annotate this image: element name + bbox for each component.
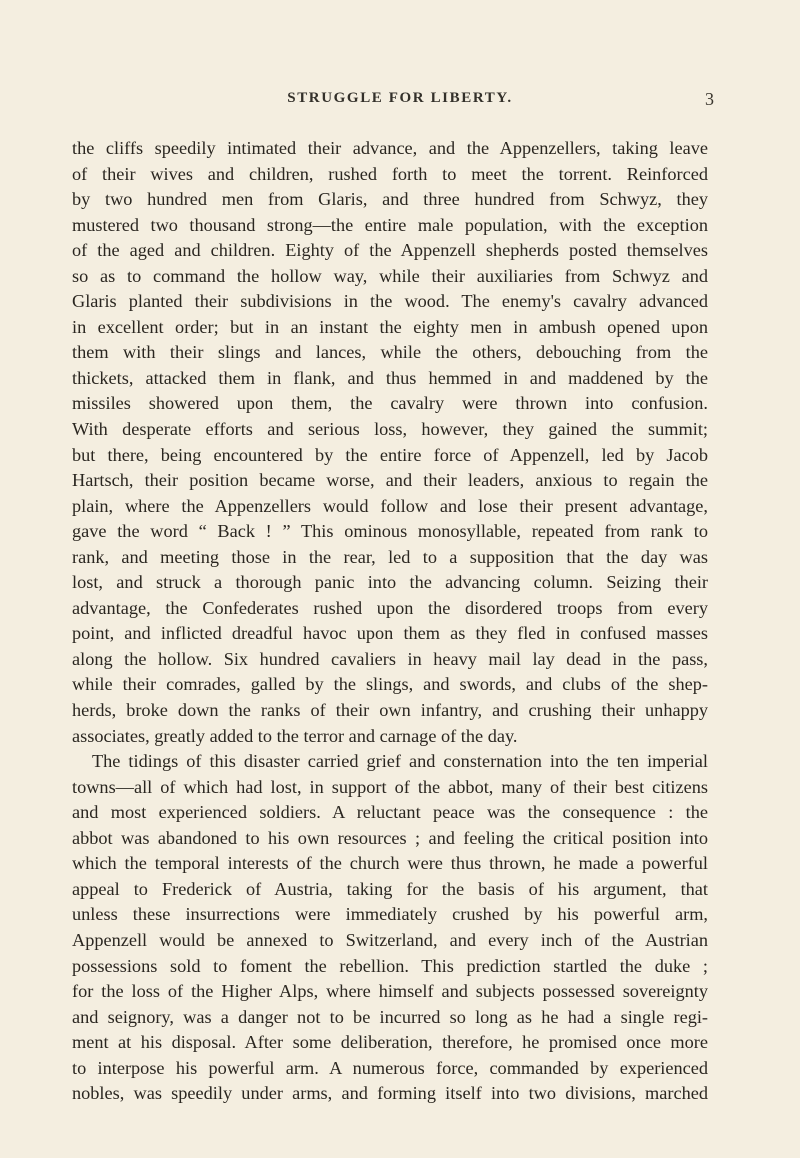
text-line: missiles showered upon them, the cavalry were thrown into confusion.: [72, 393, 708, 414]
text-line: of the aged and children. Eighty of the Appenzell shepherds posted themselves: [72, 240, 708, 261]
text-line: the cliffs speedily intimated their advance, and the Appenzellers, taking leave: [72, 138, 708, 158]
text-line: rank, and meeting those in the rear, led to a supposition that the day was: [72, 546, 708, 567]
text-line: Glaris planted their subdivisions in the wood. The enemy's cavalry advanced: [72, 291, 708, 312]
text-line: in excellent order; but in an instant the eighty men in ambush opened upon: [72, 316, 708, 337]
page-number: 3: [705, 89, 714, 109]
running-title: STRUGGLE FOR LIBERTY.: [287, 90, 513, 106]
text-line: associates, greatly added to the terror and carnage of the day.: [72, 725, 518, 746]
text-line: thickets, attacked them in flank, and thus hemmed in and maddened by the: [72, 367, 708, 388]
text-line: advantage, the Confederates rushed upon the disordered troops from every: [72, 597, 708, 618]
text-line: to interpose his powerful arm. A numerous force, commanded by experienced: [72, 1057, 708, 1078]
text-line: The tidings of this disaster carried grief and consternation into the ten imperial: [92, 751, 708, 772]
text-line: lost, and struck a thorough panic into the advancing column. Seizing their: [72, 572, 708, 593]
text-line: mustered two thousand strong—the entire male population, with the exception: [72, 214, 708, 235]
text-line: along the hollow. Six hundred cavaliers in heavy mail lay dead in the pass,: [72, 648, 708, 669]
text-line: them with their slings and lances, while the others, debouching from the: [72, 342, 708, 363]
text-line: point, and inflicted dreadful havoc upon them as they fled in confused masses: [72, 623, 708, 644]
text-line: while their comrades, galled by the slings, and swords, and clubs of the shep-: [72, 674, 708, 695]
text-line: towns—all of which had lost, in support of the abbot, many of their best citizens: [72, 776, 708, 797]
text-line: but there, being encountered by the entire force of Appenzell, led by Jacob: [72, 444, 708, 465]
running-head: [0, 90, 800, 114]
text-line: Hartsch, their position became worse, and their leaders, anxious to regain the: [72, 470, 708, 491]
text-line: Appenzell would be annexed to Switzerland, and every inch of the Austrian: [72, 929, 708, 950]
text-line: so as to command the hollow way, while their auxiliaries from Schwyz and: [72, 265, 708, 286]
text-line: plain, where the Appenzellers would follow and lose their present advantage,: [72, 495, 708, 516]
text-line: and most experienced soldiers. A reluctant peace was the consequence : the: [72, 802, 708, 823]
text-line: and seignory, was a danger not to be incurred so long as he had a single regi-: [72, 1006, 708, 1027]
text-line: nobles, was speedily under arms, and forming itself into two divisions, marched: [72, 1083, 708, 1104]
text-line: which the temporal interests of the church were thus thrown, he made a powerful: [72, 853, 708, 874]
text-line: for the loss of the Higher Alps, where himself and subjects possessed sovereignty: [72, 981, 708, 1002]
text-line: gave the word “ Back ! ” This ominous monosyllable, repeated from rank to: [72, 521, 708, 542]
text-line: by two hundred men from Glaris, and three hundred from Schwyz, they: [72, 189, 708, 210]
text-line: possessions sold to foment the rebellion. This prediction startled the duke ;: [72, 955, 708, 976]
body-text: [72, 136, 708, 1107]
text-line: appeal to Frederick of Austria, taking for the basis of his argument, that: [72, 878, 708, 899]
text-line: of their wives and children, rushed forth to meet the torrent. Reinforced: [72, 163, 708, 184]
text-line: unless these insurrections were immediately crushed by his powerful arm,: [72, 904, 708, 925]
text-line: With desperate efforts and serious loss, however, they gained the summit;: [72, 419, 708, 440]
text-line: ment at his disposal. After some deliberation, therefore, he promised once more: [72, 1032, 708, 1053]
text-line: abbot was abandoned to his own resources ; and feeling the critical position into: [72, 827, 708, 848]
text-line: herds, broke down the ranks of their own infantry, and crushing their unhappy: [72, 700, 708, 721]
